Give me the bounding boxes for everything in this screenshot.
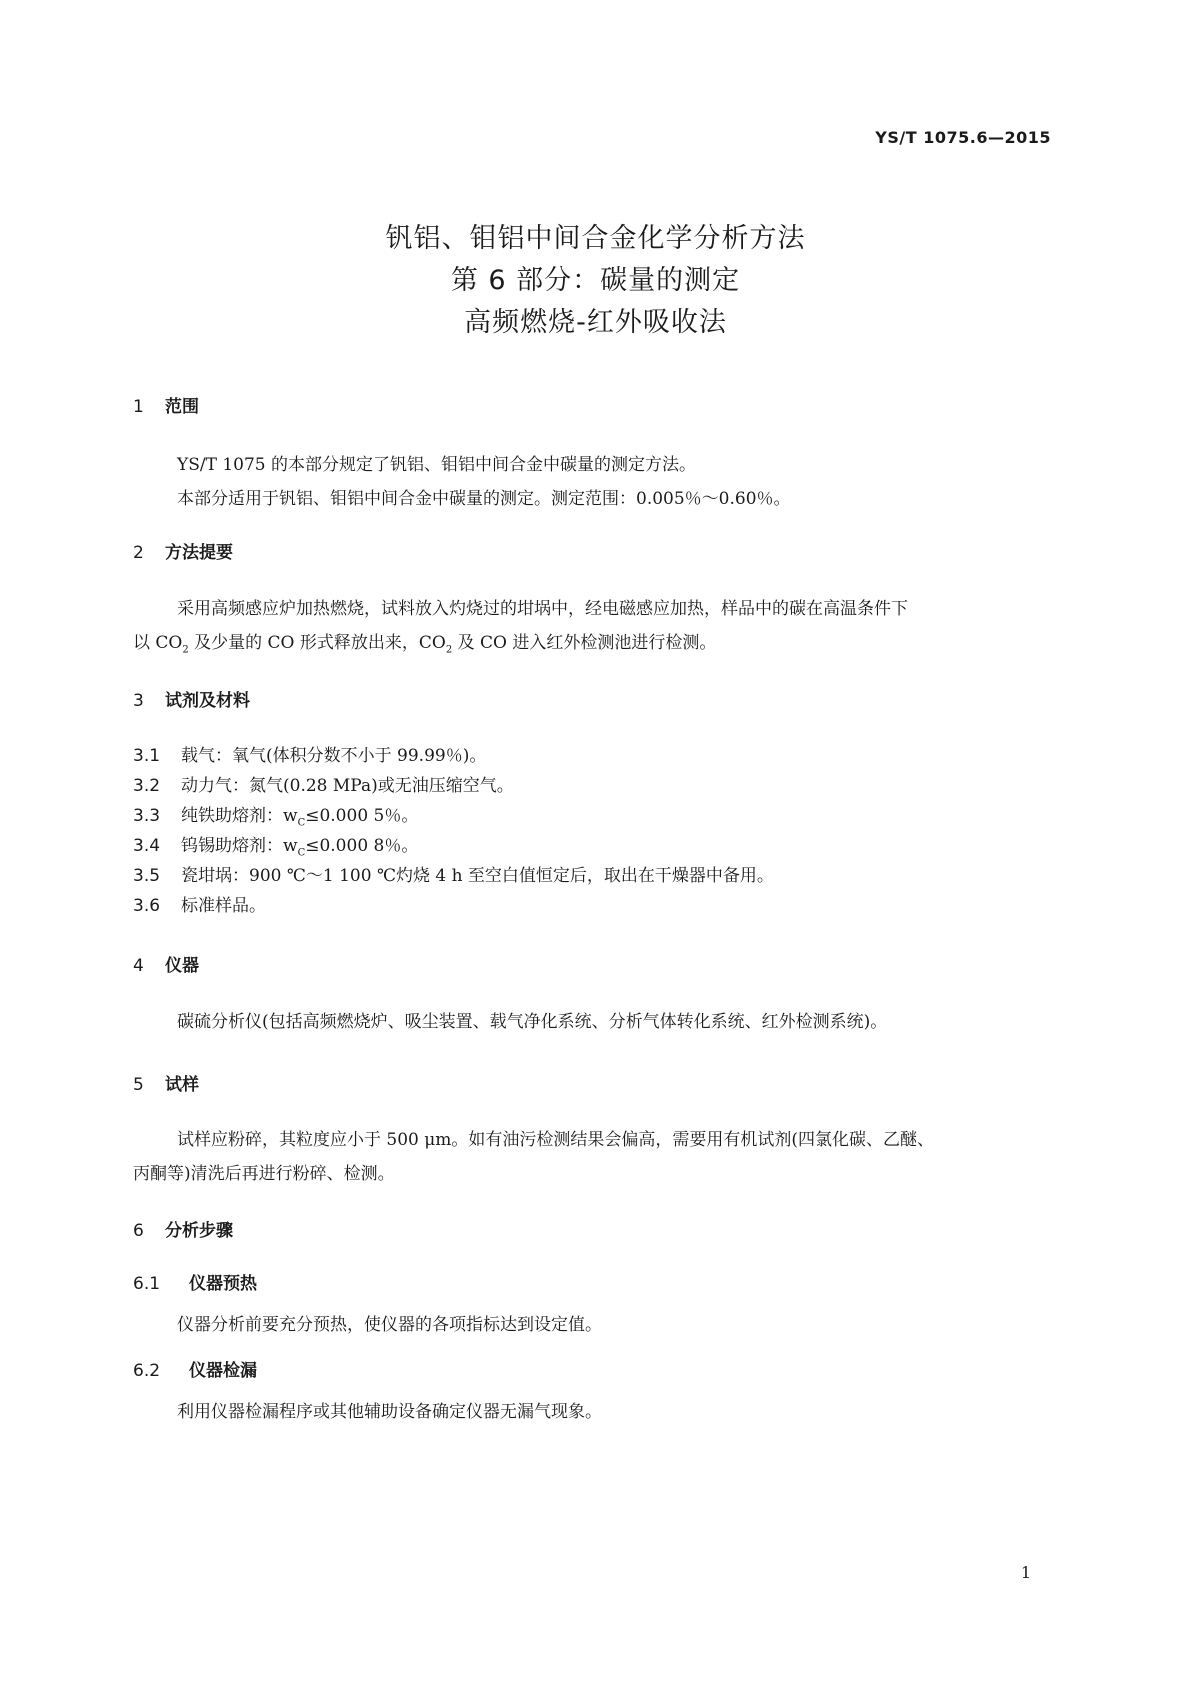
section-6-1-heading <box>133 1269 257 1294</box>
list-item: 3.3 纯铁助熔剂：$w_C\le 0.000$ 5％。 <box>133 806 419 829</box>
section-title: 仪器检漏 <box>189 1361 257 1381</box>
section-number: 5 <box>133 1075 144 1095</box>
section-number: 4 <box>133 956 144 976</box>
paragraph: 碳硫分析仪(包括高频燃烧炉、吸尘装置、载气净化系统、分析气体转化系统、红外检测系统)。 <box>177 1012 888 1032</box>
section-title: 方法提要 <box>165 543 233 563</box>
document-title-line1: 钒铝、钼铝中间合金化学分析方法 <box>385 223 806 254</box>
paragraph: 本部分适用于钒铝、钼铝中间合金中碳量的测定。测定范围：0.005％～0.60％。 <box>177 489 791 509</box>
list-item: 3.1 载气：氧气(体积分数不小于 99.99％)。 <box>133 746 487 766</box>
paragraph-line: 采用高频感应炉加热燃烧，试料放入灼烧过的坩埚中，经电磁感应加热，样品中的碳在高温条件下 <box>177 599 908 619</box>
paragraph: 利用仪器检漏程序或其他辅助设备确定仪器无漏气现象。 <box>177 1402 602 1422</box>
section-number: 1 <box>133 397 144 417</box>
section-2-heading <box>133 538 233 563</box>
section-4-heading <box>133 951 199 976</box>
paragraph-line: 以 $CO_2$ 及少量的 CO 形式释放出来，$CO_2$ 及 CO 进入红外检测池进行检测。 <box>133 633 717 656</box>
section-title: 试样 <box>165 1075 199 1095</box>
document-title-line2: 第 6 部分：碳量的测定 <box>450 265 741 296</box>
paragraph: 仪器分析前要充分预热，使仪器的各项指标达到设定值。 <box>177 1315 602 1335</box>
list-item: 3.5 瓷坩埚：900 ℃～1 100 ℃灼烧 4 h 至空白值恒定后，取出在干燥器中备用。 <box>133 866 774 886</box>
section-6-2-heading <box>133 1356 257 1381</box>
document-title-line3: 高频燃烧-红外吸收法 <box>464 307 727 338</box>
section-1-heading <box>133 392 199 417</box>
paragraph-line: 试样应粉碎，其粒度应小于 500 μm。如有油污检测结果会偏高，需要用有机试剂(四氯化碳、乙醚、 <box>177 1130 935 1150</box>
paragraph-line: 丙酮等)清洗后再进行粉碎、检测。 <box>133 1164 395 1184</box>
list-item: 3.2 动力气：氮气(0.28 MPa)或无油压缩空气。 <box>133 776 514 796</box>
section-1-body <box>133 448 1063 516</box>
section-3-heading <box>133 686 250 711</box>
section-4-body <box>133 1005 1063 1039</box>
section-5-body <box>133 1123 1063 1191</box>
section-number: 6.1 <box>133 1274 161 1294</box>
standard-code: YS/T 1075.6—2015 <box>875 128 1051 147</box>
section-2-body <box>133 592 1063 667</box>
section-title: 范围 <box>165 397 199 417</box>
section-6-2-body <box>133 1395 1063 1429</box>
list-item: 3.6 标准样品。 <box>133 896 266 916</box>
section-number: 6 <box>133 1221 144 1241</box>
section-number: 6.2 <box>133 1361 161 1381</box>
section-title: 分析步骤 <box>165 1221 233 1241</box>
section-number: 3 <box>133 691 144 711</box>
section-6-1-body <box>133 1308 1063 1342</box>
section-title: 仪器预热 <box>189 1274 257 1294</box>
paragraph: YS/T 1075 的本部分规定了钒铝、钼铝中间合金中碳量的测定方法。 <box>177 455 697 475</box>
section-5-heading <box>133 1070 199 1095</box>
list-item: 3.4 钨锡助熔剂：$w_C\le 0.000$ 8％。 <box>133 836 419 859</box>
section-6-heading <box>133 1216 233 1241</box>
section-number: 2 <box>133 543 144 563</box>
page-number: 1 <box>1020 1563 1031 1582</box>
section-title: 试剂及材料 <box>165 691 250 711</box>
section-title: 仪器 <box>165 956 199 976</box>
